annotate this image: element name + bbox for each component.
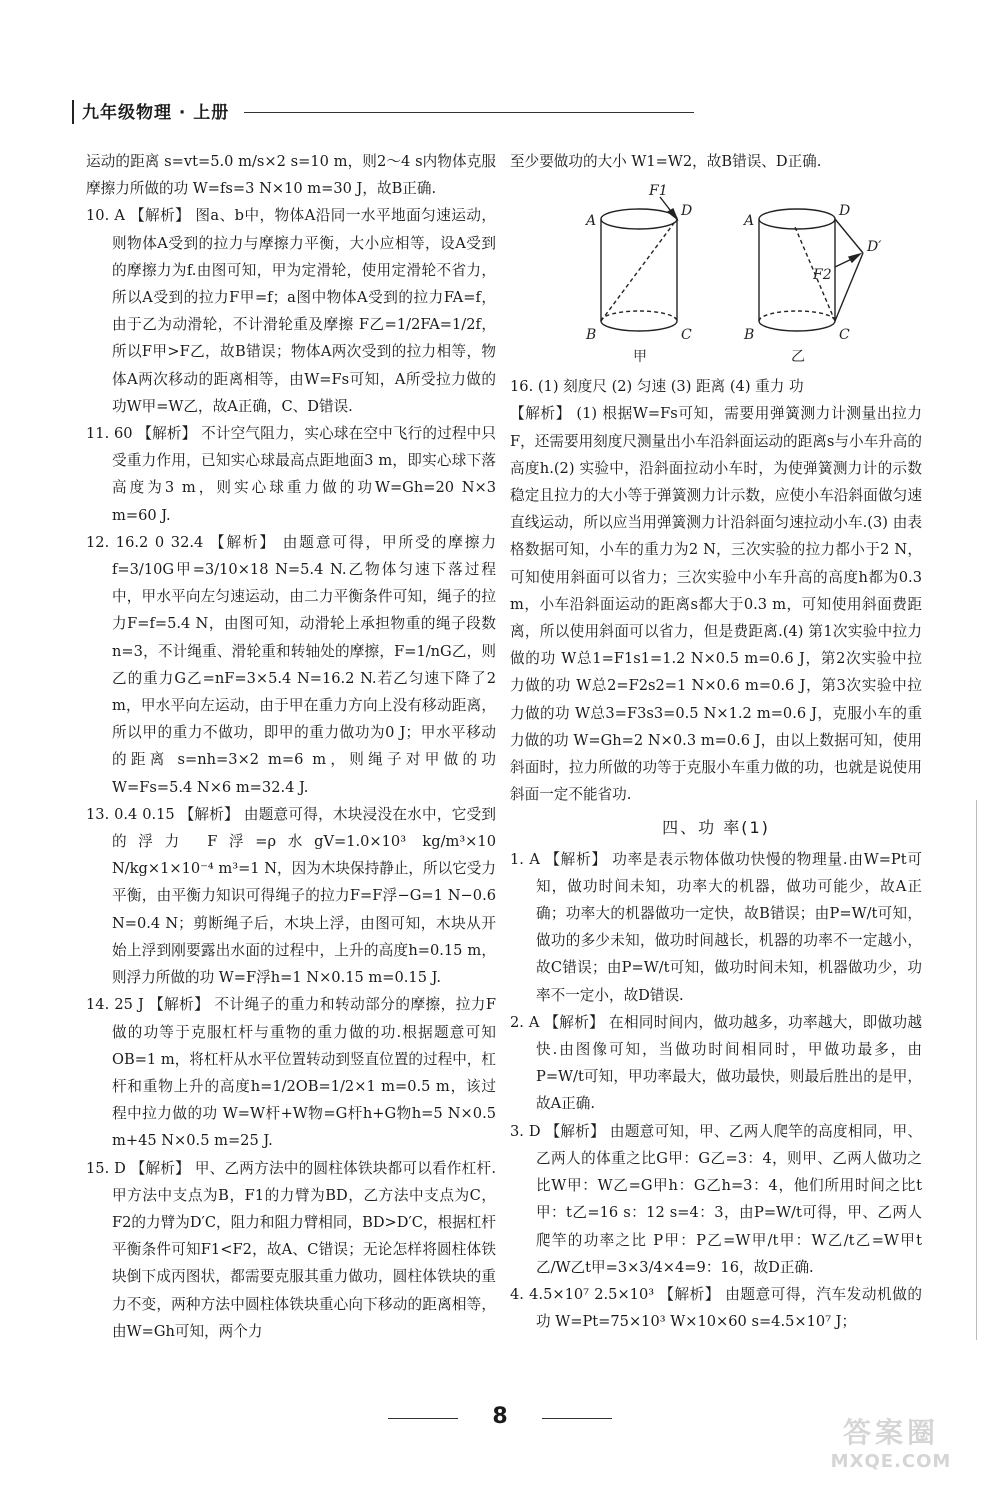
watermark-line1: 答案圈 <box>842 1416 939 1449</box>
page-number: 8 <box>492 1404 508 1429</box>
cylinder-figure <box>510 181 922 371</box>
label-F2: F2 <box>813 267 832 284</box>
watermark-line2: MXQE.COM <box>830 1451 952 1472</box>
right-column <box>510 148 922 1335</box>
caption-jia: 甲 <box>633 349 647 366</box>
answer-15: 15. D 【解析】 甲、乙两方法中的圆柱体铁块都可以看作杠杆.甲方法中支点为B，F1的力臂为BD，乙方法中支点为C，F2的力臂为D′C，阻力和阻力臂相同，BD>D′C，根据杠杆平衡条件可知F1<F2，故A、C错误；无论怎样将圆柱体铁块倒下成丙图状，都需要克服其重力做功，圆柱体铁块的重力不变，两种方法中圆柱体铁块重心向下移动的距离相等，由W=Gh可知，两个力 <box>86 1159 496 1340</box>
caption-yi: 乙 <box>791 349 805 366</box>
watermark <box>796 1411 986 1481</box>
header-rule <box>244 112 694 113</box>
margin-line <box>976 800 977 1340</box>
label-D-left: D <box>681 203 693 220</box>
label-C-right: C <box>839 327 850 344</box>
header-title: 九年级物理 · 上册 <box>82 103 230 123</box>
answer-12: 12. 16.2 0 32.4 【解析】 由题意可得，甲所受的摩擦力 f=3/10G甲=3/10×18 N=5.4 N.乙物体匀速下落过程中，甲水平向左匀速运动，由二力平衡条件可知，绳子的拉力F=f=5.4 N，由图可知，动滑轮上承担物重的绳子段数n=3，不计绳重、滑轮重和转轴处的摩擦，F=1/nG乙，则乙的重力G乙=nF=3×5.4 N=16.2 N.若乙匀速下降了2 m，甲水平向左运动，由于甲在重力方向上没有移动距离，所以甲的重力不做功，即甲的重力做功为0 J；甲水平移动的距离 s=nh=3×2 m=6 m，则绳子对甲做的功 W=Fs=5.4 N×6 m=32.4 J. <box>86 533 496 796</box>
answer-16-analysis: 【解析】 (1) 根据W=Fs可知，需要用弹簧测力计测量出拉力F，还需要用刻度尺测量出小车沿斜面运动的距离s与小车升高的高度h.(2) 实验中，沿斜面拉动小车时，为使弹簧测力计的示数稳定且拉力的大小等于弹簧测力计示数，应使小车沿斜面做匀速直线运动，所以应当用弹簧测力计沿斜面匀速拉动小车.(3) 由表格数据可知，小车的重力为2 N，三次实验的拉力都小于2 N，可知使用斜面可以省力；三次实验中小车升高的高度h都为0.3 m，小车沿斜面运动的距离s都大于0.3 m，可知使用斜面费距离，所以使用斜面可以省力，但是费距离.(4) 第1次实验中拉力做的功 W总1=F1s1=1.2 N×0.5 m=0.6 J，第2次实验中拉力做的功 W总2=F2s2=1 N×0.6 m=0.6 J，第3次实验中拉力做的功 W总3=F3s3=0.5 N×1.2 m=0.6 J，克服小车的重力做的功 W=Gh=2 N×0.3 m=0.6 J，由以上数据可知，使用斜面时，拉力所做的功等于克服小车重力做的功，也就是说使用斜面一定不能省功. <box>510 405 922 804</box>
label-A-left: A <box>586 213 597 230</box>
power-answer-2: 2. A 【解析】 在相同时间内，做功越多，功率越大，即做功越快.由图像可知，当做功时间相同时，甲做功最多，由P=W/t可知，甲功率最大，做功最快，则最后胜出的是甲，故A正确. <box>510 1013 922 1113</box>
label-D-right: D <box>839 203 851 220</box>
label-B-right: B <box>744 327 755 344</box>
answer-13: 13. 0.4 0.15 【解析】 由题意可得，木块浸没在水中，它受到的浮力 F浮=ρ水gV=1.0×10³ kg/m³×10 N/kg×1×10⁻⁴ m³=1 N，因为木块保持静止，所以它受力平衡，由平衡力知识可得绳子的拉力F=F浮−G=1 N−0.6 N=0.4 N；剪断绳子后，木块上浮，由图可知，木块从开始上浮到刚要露出水面的过程中，上升的高度h=0.15 m，则浮力所做的功 W=F浮h=1 N×0.15 m=0.15 J. <box>86 805 496 987</box>
power-answer-1: 1. A 【解析】 功率是表示物体做功快慢的物理量.由W=Pt可知，做功时间未知，功率大的机器，做功可能少，故A正确；功率大的机器做功一定快，故B错误；由P=W/t可知，做功的多少未知，做功时间越长，机器的功率不一定越小，故C错误；由P=W/t可知，做功时间未知，机器做功少，功率不一定小，故D错误. <box>510 850 922 1004</box>
page-number-rule-right <box>542 1418 612 1419</box>
label-A-right: A <box>744 213 755 230</box>
answer-14: 14. 25 J 【解析】 不计绳子的重力和转动部分的摩擦，拉力F做的功等于克服杠杆与重物的重力做的功.根据题意可知OB=1 m，将杠杆从水平位置转动到竖直位置的过程中，杠杆和重物上升的高度h=1/2OB=1/2×1 m=0.5 m，该过程中拉力做的功 W=W杆+W物=G杆h+G物h=5 N×0.5 m+45 N×0.5 m=25 J. <box>86 996 496 1150</box>
section-title: 四、功 率(1) <box>662 818 770 838</box>
header-bar <box>72 100 74 124</box>
paragraph: 运动的距离 s=vt=5.0 m/s×2 s=10 m，则2～4 s内物体克服摩擦力所做的功 W=fs=3 N×10 m=30 J，故B正确. <box>86 153 496 198</box>
cylinder-diagram <box>510 181 922 371</box>
power-answer-3: 3. D 【解析】 由题意可知，甲、乙两人爬竿的高度相同，甲、乙两人的体重之比G甲：G乙=3：4，则甲、乙两人做功之比W甲：W乙=G甲h：G乙h=3：4，他们所用时间之比t甲：t乙=16 s：12 s=4：3，由P=W/t可得，甲、乙两人爬竿的功率之比 P甲：P乙=W甲/t甲：W乙/t乙=W甲t乙/W乙t甲=3×3/4×4=9：16，故D正确. <box>510 1122 922 1276</box>
label-Dprime: D′ <box>867 239 882 256</box>
answer-11: 11. 60 【解析】 不计空气阻力，实心球在空中飞行的过程中只受重力作用，已知实心球最高点距地面3 m，即实心球下落高度为3 m，则实心球重力做的功W=Gh=20 N×3 m=60 J. <box>86 425 496 524</box>
answer-10: 10. A 【解析】 图a、b中，物体A沿同一水平地面匀速运动，则物体A受到的拉力与摩擦力平衡，大小应相等，设A受到的摩擦力为f.由图可知，甲为定滑轮，使用定滑轮不省力，所以A受到的拉力F甲=f；a图中物体A受到的拉力FA=f，由于乙为动滑轮，不计滑轮重及摩擦 F乙=1/2FA=1/2f，所以F甲>F乙，故B错误；物体A两次受到的拉力相等，物体A两次移动的距离相等，由W=Fs可知，A所受拉力做的功W甲=W乙，故A正确，C、D错误. <box>86 207 496 415</box>
answer-16: 16. (1) 刻度尺 (2) 匀速 (3) 距离 (4) 重力 功 <box>510 378 804 396</box>
label-F1: F1 <box>649 183 668 200</box>
power-answer-4: 4. 4.5×10⁷ 2.5×10³ 【解析】 由题意可得，汽车发动机做的功 W=Pt=75×10³ W×10×60 s=4.5×10⁷ J； <box>510 1285 922 1331</box>
page-header <box>72 96 632 126</box>
label-B-left: B <box>586 327 597 344</box>
left-column <box>86 148 496 1345</box>
label-C-left: C <box>681 327 692 344</box>
paragraph: 至少要做功的大小 W1=W2，故B错误、D正确. <box>510 153 822 170</box>
